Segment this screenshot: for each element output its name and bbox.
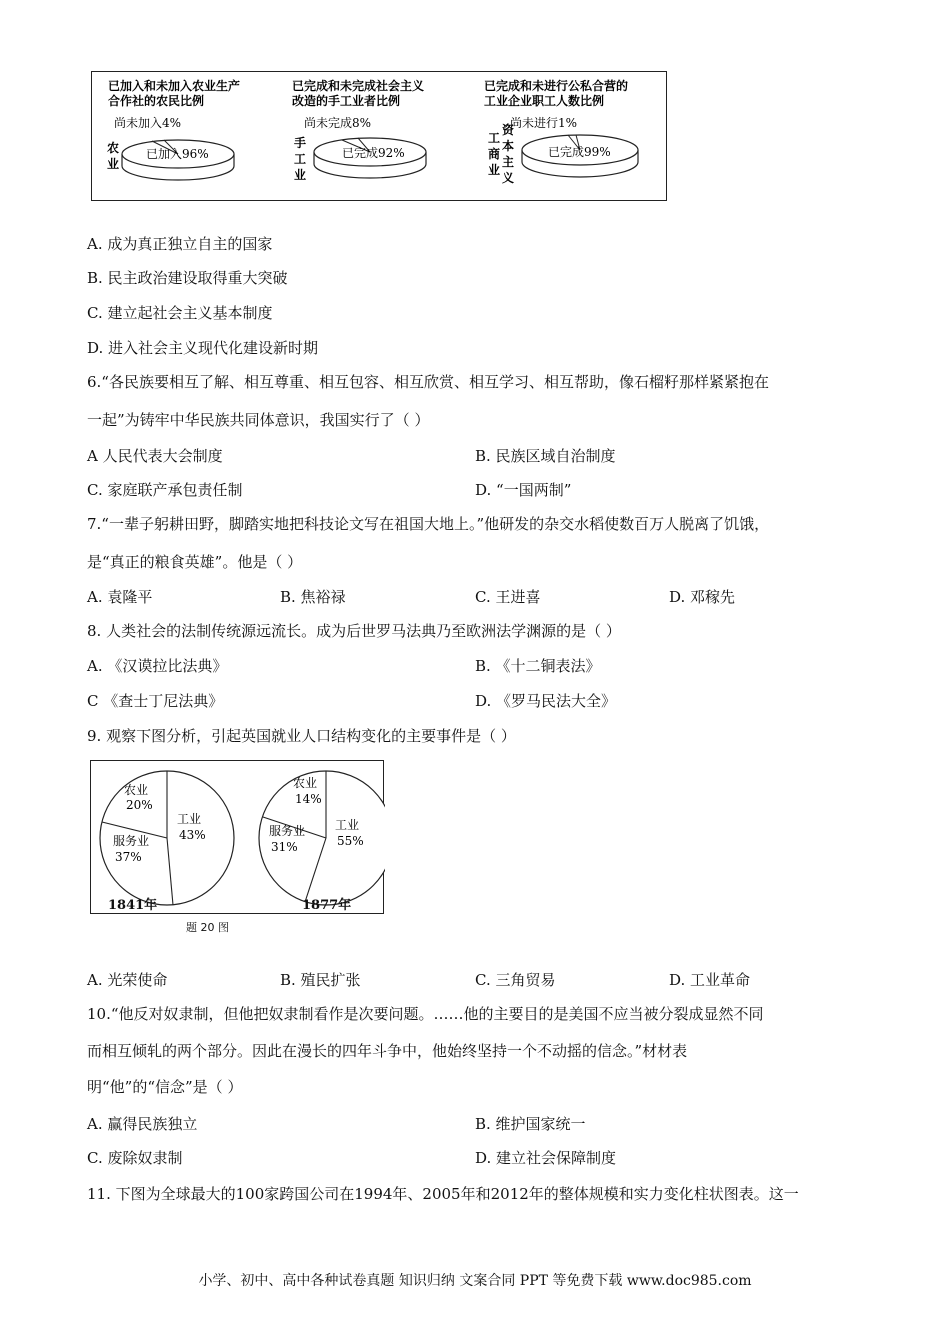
q6-option-d: D. “一国两制” — [475, 481, 572, 499]
q10-option-c: C. 废除奴隶制 — [87, 1149, 183, 1167]
panel3-side-b-1: 资 — [502, 123, 515, 137]
q8-option-a: A. 《汉谟拉比法典》 — [87, 657, 228, 675]
q10-stem-line2: 而相互倾轧的两个部分。因此在漫长的四年斗争中，他始终坚持一个不动摇的信念。”材材表 — [87, 1042, 688, 1060]
panel2-side-label-b: 工 — [294, 152, 307, 166]
pie-1841-serv-pct: 37% — [115, 850, 142, 864]
q6-stem-line2: 一起”为铸牢中华民族共同体意识，我国实行了（ ） — [87, 411, 430, 429]
q8-option-d: D. 《罗马民法大全》 — [475, 692, 617, 710]
q8-option-c: C 《查士丁尼法典》 — [87, 692, 224, 710]
q9-option-a: A. 光荣使命 — [87, 971, 168, 989]
q7-option-b: B. 焦裕禄 — [280, 588, 346, 606]
q6-option-a: A 人民代表大会制度 — [87, 447, 223, 465]
page-footer: 小学、初中、高中各种试卷真题 知识归纳 文案合同 PPT 等免费下载 www.doc985.com — [198, 1273, 752, 1289]
q9-option-d: D. 工业革命 — [669, 971, 751, 989]
q7-option-a: A. 袁隆平 — [87, 588, 153, 606]
panel1-small-label: 尚未加入4% — [114, 116, 182, 130]
panel2-title-2: 改造的手工业者比例 — [292, 94, 401, 108]
panel2-small-label: 尚未完成8% — [304, 116, 372, 130]
panel3-side-a-2: 商 — [488, 147, 501, 161]
employment-pies-svg — [91, 761, 385, 915]
socialist-transformation-svg — [92, 72, 668, 202]
panel1-big-label: 已加入96% — [146, 147, 209, 161]
q8-option-b: B. 《十二铜表法》 — [475, 657, 601, 675]
q8-stem: 8. 人类社会的法制传统源远流长。成为后世罗马法典乃至欧洲法学渊源的是（ ） — [87, 622, 621, 640]
q10-option-d: D. 建立社会保障制度 — [475, 1149, 617, 1167]
pie-1877-serv-name: 服务业 — [269, 824, 306, 838]
pie-1841-agri-name: 农业 — [124, 783, 149, 797]
panel3-side-b-2: 本 — [502, 139, 515, 153]
pie-1841-serv-name: 服务业 — [113, 834, 150, 848]
q9-option-b: B. 殖民扩张 — [280, 971, 361, 989]
q5-option-a: A. 成为真正独立自主的国家 — [87, 235, 273, 253]
panel1-side-label-a: 农 — [107, 141, 120, 155]
panel1-title-2: 合作社的农民比例 — [108, 94, 205, 108]
pie-1841-year: 1841年 — [108, 898, 158, 913]
q7-option-d: D. 邓稼先 — [669, 588, 736, 606]
pie-1877-serv-pct: 31% — [271, 840, 298, 854]
employment-structure-figure — [90, 760, 384, 914]
panel1-side-label-b: 业 — [107, 157, 120, 171]
q10-option-a: A. 赢得民族独立 — [87, 1115, 198, 1133]
q5-option-c: C. 建立起社会主义基本制度 — [87, 304, 273, 322]
panel3-side-a-3: 业 — [488, 163, 501, 177]
panel3-title-1: 已完成和未进行公私合营的 — [484, 79, 629, 93]
q7-option-c: C. 王进喜 — [475, 588, 541, 606]
pie-1877-ind-name: 工业 — [335, 818, 360, 832]
socialist-transformation-figure — [91, 71, 667, 201]
q10-stem-line1: 10.“他反对奴隶制，但他把奴隶制看作是次要问题。……他的主要目的是美国不应当被分裂成显然不同 — [87, 1005, 764, 1023]
panel1-title-1: 已加入和未加入农业生产 — [108, 79, 241, 93]
q9-option-c: C. 三角贸易 — [475, 971, 556, 989]
q5-option-b: B. 民主政治建设取得重大突破 — [87, 269, 288, 287]
panel3-title-2: 工业企业职工人数比例 — [484, 94, 605, 108]
pie-1877-ind-pct: 55% — [337, 834, 364, 848]
q6-option-b: B. 民族区域自治制度 — [475, 447, 616, 465]
pie-1841-ind-name: 工业 — [177, 812, 202, 826]
q7-stem-line2: 是“真正的粮食英雄”。他是（ ） — [87, 553, 303, 571]
panel3-side-a-1: 工 — [488, 131, 501, 145]
q10-option-b: B. 维护国家统一 — [475, 1115, 586, 1133]
q10-stem-line3: 明“他”的“信念”是（ ） — [87, 1078, 243, 1096]
pie-1841-agri-pct: 20% — [126, 798, 153, 812]
q7-stem-line1: 7.“一辈子躬耕田野，脚踏实地把科技论文写在祖国大地上。”他研发的杂交水稻使数百万人脱离了饥饿， — [87, 515, 770, 533]
pie-1877-year: 1877年 — [302, 898, 352, 913]
panel3-small-label: 尚未进行1% — [510, 116, 578, 130]
panel2-side-label-a: 手 — [294, 136, 307, 150]
panel2-big-label: 已完成92% — [342, 146, 405, 160]
panel3-side-b-3: 主 — [502, 155, 515, 169]
q6-stem-line1: 6.“各民族要相互了解、相互尊重、相互包容、相互欣赏、相互学习、相互帮助，像石榴籽那样紧紧抱在 — [87, 373, 769, 391]
q5-option-d: D. 进入社会主义现代化建设新时期 — [87, 339, 319, 357]
pie-1877-agri-name: 农业 — [293, 776, 318, 790]
q6-option-c: C. 家庭联产承包责任制 — [87, 481, 243, 499]
pie-1877-agri-pct: 14% — [295, 792, 322, 806]
panel2-title-1: 已完成和未完成社会主义 — [292, 79, 425, 93]
pie-1877 — [259, 771, 385, 905]
panel2-side-label-c: 业 — [294, 168, 307, 182]
pie-1841-ind-pct: 43% — [179, 828, 206, 842]
q11-stem-line1: 11. 下图为全球最大的100家跨国公司在1994年、2005年和2012年的整体规模和实力变化柱状图表。这一 — [87, 1185, 799, 1203]
figure-caption: 题 20 图 — [186, 921, 229, 934]
q9-stem: 9. 观察下图分析，引起英国就业人口结构变化的主要事件是（ ） — [87, 727, 516, 745]
panel3-big-label: 已完成99% — [548, 145, 611, 159]
panel3-side-b-4: 义 — [502, 171, 515, 185]
